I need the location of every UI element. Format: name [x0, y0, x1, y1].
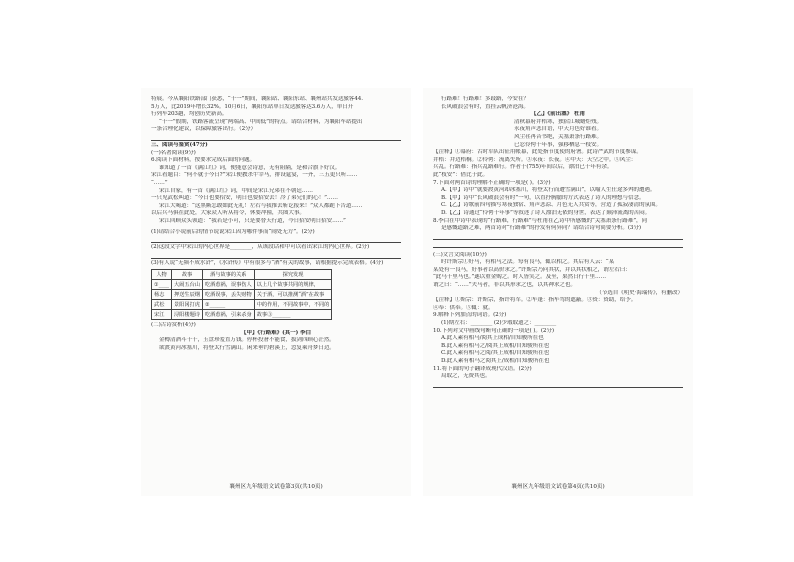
answer-line	[433, 241, 683, 248]
source-citation: （节选自《明史·海瑞传》，有删改）	[596, 289, 683, 296]
intro-line: 行列车203趟，均创历史新高。	[151, 111, 228, 118]
poem-line: 长风破浪会有时，直挂云帆济沧海。	[441, 103, 529, 110]
note-line: ④奉：供奉。⑤辄：就。	[433, 304, 494, 311]
table-cell: 杨志	[152, 290, 172, 300]
question-8: 8.李白在甲诗中表现的“行路难，行路难”与杜甫在乙诗中所感慨的“关塞萧条行路难”，同	[433, 217, 647, 224]
answer-line	[151, 134, 401, 141]
passage-line: “……”	[151, 179, 168, 186]
question-9-items: (1)期左右：________ (2)少瑕取遗之：________	[441, 320, 557, 327]
poem-line: 金樽清酒斗十千，玉盘珍羞直万钱。停杯投箸不能食，拔剑四顾心茫然。	[159, 337, 335, 344]
passage-line: 宋江自家，有一首《满江红》词，中间是宋江兄弟在不朝廷……	[159, 187, 313, 194]
question-6-2: (2)这段文字中宋江的内心世界是________，从该段话和中可以看出宋江的内心世界。(2分)	[151, 244, 370, 251]
table-row	[152, 290, 332, 300]
wine-story-table	[151, 269, 332, 320]
note-line: 【注释】①幕府：古时军队出征用帐幕，此处指节度使的府署。此诗严武的节度参谋。	[433, 149, 642, 156]
note-line: 井梧：井边梧桐。②伶俜：流离失所。③永夜：长夜。④中天：天空之中。⑤风尘：	[433, 156, 637, 163]
intro-line: 5万人，比2019年增长32%。10月6日，襄阳东站单日发送旅客达3.6万人，单日开	[151, 103, 354, 110]
page-footer: 襄州区九年级语文试卷第4页(共10页)	[511, 484, 605, 490]
answer-line	[151, 236, 401, 243]
option: B.此人素有相马之/阅其上成相/自知骏所在也	[441, 342, 550, 349]
question-8-cont: 是感慨道路之难，两首诗对“行路难”的抒发有何异同？请结合诗句简要分析。(3分)	[441, 225, 641, 232]
question-6-1: (1)请结合小说前后的情节说说宋江因为哪件事而“闹处无方”。(2分)	[151, 228, 315, 235]
option: A.此人素有相马/阅其上成相/自知骏所在也	[441, 335, 544, 342]
table-cell: 吃酒惹祸，引来杀身	[202, 310, 254, 320]
note-line: 【注释】①斯宗：许斯宗，指许将军。②车蓬：指车驾的遮蔽。③资：资助，给予。	[433, 297, 637, 304]
intro-line: 一条合理化建议，以保障旅客出行。（2分）	[151, 126, 257, 133]
passage-line: 以后兵马俱在此处，大家众人听从将令，休要冲撞，共图大事。	[151, 210, 305, 217]
option: D.【乙】诗通过“伶俜十年事”等叙述了诗人漂泊无依的身世，表达了颠沛流离的苦闷。	[441, 209, 651, 216]
answer-line	[433, 233, 683, 240]
table-row	[152, 310, 332, 320]
poem-line: 已忍伶俜十年事，强移栖息一枝安。	[514, 141, 602, 148]
classical-line: “此马千里马也。”遂以重金购之。时人皆笑之。及至，果然日行千里……	[433, 274, 607, 281]
table-cell: 押送生辰纲	[172, 290, 203, 300]
poem-line: 清秋幕府井梧寒，独宿江城蜡炬残。	[514, 118, 602, 125]
intro-line: 特展。今从襄阳铁路部门获悉，“十一”期间，襄阳站、襄阳东站、襄州站共发送旅客44.	[151, 96, 363, 102]
subsection-heading: (二)古诗赏析(4分)	[151, 322, 196, 329]
question-6-3: (3)有人说“无频不成水浒”，《水浒传》中有很多与“酒”有关的故事，请根据提示完成表格。(4分)	[151, 259, 384, 266]
table-cell: 大闹五台山	[172, 280, 203, 290]
question-9: 9.解释下列加点的词语。(2分)	[433, 312, 507, 319]
poem-title: 【甲】《行路难》(其一) 李白	[240, 329, 312, 336]
answer-line	[151, 252, 401, 259]
table-row	[152, 300, 332, 310]
table-cell: 景阳冈打虎	[172, 300, 203, 310]
table-header: 人物	[152, 270, 172, 280]
exam-page-right	[423, 88, 693, 496]
table-cell: 故事③_______	[254, 310, 332, 320]
classical-line: 某处有一良马，好事者以高价求之。”许斯宗乃问其状，并以其状相之，谓左右曰：	[433, 266, 631, 273]
table-cell: 宋江	[152, 310, 172, 320]
classical-line: 时许斯宗①好马，有相马之法。每有良马，辄以相之。其后有人云：“某	[441, 259, 615, 266]
table-cell: 浔阳楼题诗	[172, 310, 203, 320]
table-cell: 中的作用，不同故事中，不同的	[254, 300, 332, 310]
table-header: 故事	[172, 270, 203, 280]
passage-line: 谁知道了一首《满江红》词，便能意会诗意，无有阻隔，是和合旗下好汉。	[159, 164, 341, 171]
table-row	[152, 280, 332, 290]
option: C.此人素有相马之阅/其上成相/自知骏所在也	[441, 350, 550, 357]
passage-line: 一只见武松叫道：“今日也要招安，明日也要招安去！冷了弟兄们的心！”……	[151, 195, 338, 202]
page-footer: 襄州区九年级语文试卷第3页(共10页)	[229, 484, 323, 490]
classical-line: 谓之曰：“……”夫马者，非以其形求之也，以其神求之也。	[433, 282, 576, 289]
option: B.【甲】诗中“长风破浪会有时”一句，以直抒胸臆的方式表达了诗人的理想与信念。	[441, 194, 645, 201]
passage-line: 宋江回顾众头领道：“我若是小可，只是要替天行道，今日招安明日招安……”	[159, 217, 346, 224]
table-cell: ②______	[202, 300, 254, 310]
table-cell: ①____	[152, 280, 172, 290]
note-line: 兵乱。行路难：指兵乱路难行。作者于(755)年间以后，漂泊已十年有余。	[433, 164, 613, 171]
answer-line	[433, 381, 683, 388]
note-line: 此“枝安”：借比于此。	[433, 171, 488, 178]
question-10: 10.下列对文中画线句断句正确的一项是( )。(2分)	[433, 327, 554, 334]
poem-title: 【乙】《前出塞》 杜甫	[531, 111, 585, 118]
question-7: 7.下面对两首诗的理解不正确的一项是( )。(3分)	[433, 179, 551, 186]
exam-page-left	[141, 88, 411, 496]
poem-line: 欲渡黄河冰塞川，将登太行雪满山。闲来垂钓碧溪上，忽复乘舟梦日边。	[159, 345, 335, 352]
passage-line: 宋江看题目：“何不就于今日?”宋江便教杀牛宰马，排设筵宴，一齐，三五更只听……	[151, 172, 358, 179]
option: D.此人素有相马之阅其上/成相/自知骏所在也	[441, 358, 550, 364]
table-cell: 武松	[152, 300, 172, 310]
table-header: 酒与故事的关系	[202, 270, 254, 280]
poem-line: 行路难！行路难！多歧路，今安在？	[441, 96, 529, 102]
table-cell: 吃酒惹祸，误事伤人	[202, 280, 254, 290]
poem-line: 永夜角声悲自语，中天月色好谁看。	[514, 126, 602, 133]
subsection-heading: (三)文言文阅读(10分)	[433, 251, 487, 258]
poem-line: 风尘荏苒音书绝，关塞萧条行路难。	[514, 133, 602, 140]
question-6: 6.阅读下面材料，按要求完成后面的问题。	[151, 157, 256, 164]
option: C.【乙】诗歌前四句描写寒夜独宿、角声悲凉、月色无人共赏等，营造了孤寂凄清的氛围。	[441, 202, 661, 209]
option: A.【甲】诗中“就要渡黄河却冰塞川，将登太行而遭雪满山”，以喻人生仕途多舛的遭遇。	[441, 187, 656, 194]
table-header: 探究发现	[254, 270, 332, 280]
intro-line: “十一”假期，铁路客流呈现“两端高、中间低”的特点。请结合材料，为襄阳车站提出	[159, 118, 363, 125]
table-cell: 关于酒，可以推测“酒”在故事	[254, 290, 332, 300]
subsection-heading: (一)名著阅读(9分)	[151, 149, 196, 156]
table-cell: 吃酒误事，丢失财物	[202, 290, 254, 300]
question-11: 11.将下面的句子翻译成现代汉语。(2分)	[433, 365, 532, 372]
passage-line: 宋江大喝道：“这黑厮怎敢如此无礼！左右与我推去斩讫报来！”众人都跪下告道……	[159, 202, 363, 209]
table-cell: 以上几个故事共同的规律，	[254, 280, 332, 290]
question-11-item: 局取之，无费其也。	[441, 373, 491, 380]
section-heading: 三、阅读与鉴赏(47分)	[151, 141, 208, 148]
